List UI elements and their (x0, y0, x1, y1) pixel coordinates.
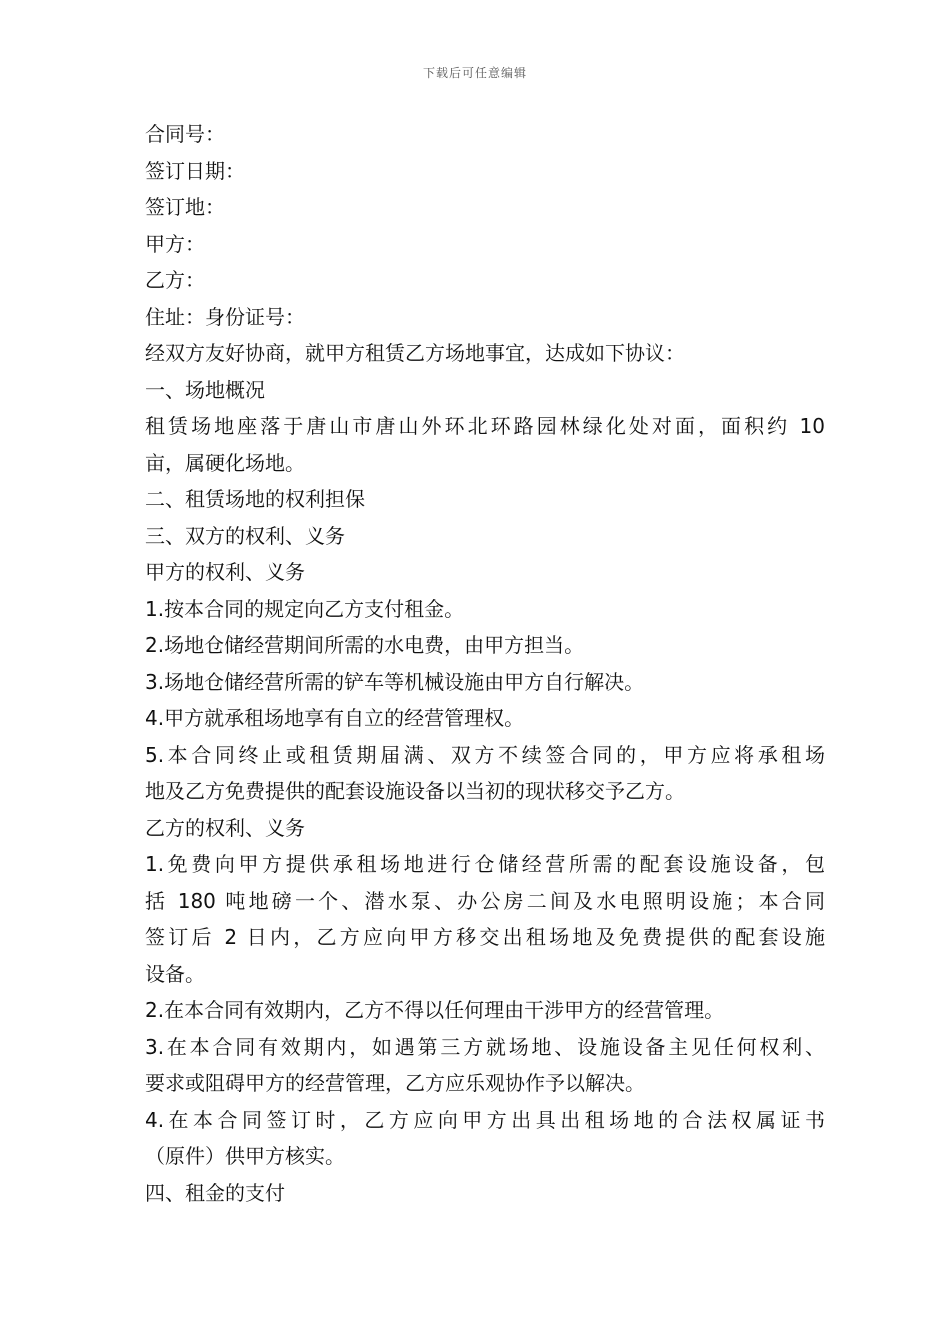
document-line: 乙方的权利、义务 (145, 815, 305, 840)
document-line: 4.在本合同签订时，乙方应向甲方出具出租场地的合法权属证书 (145, 1107, 825, 1132)
document-line: 甲方的权利、义务 (145, 560, 305, 584)
document-line: 要求或阻碍甲方的经营管理，乙方应乐观协作予以解决。 (145, 1071, 645, 1095)
document-line: 设备。 (145, 961, 205, 986)
document-line: 3.在本合同有效期内，如遇第三方就场地、设施设备主见任何权利、 (145, 1034, 825, 1059)
document-line: 签订日期： (145, 158, 245, 183)
document-line: 一、场地概况 (145, 377, 265, 402)
document-line: 合同号： (145, 122, 225, 146)
document-line: 2.场地仓储经营期间所需的水电费，由甲方担当。 (145, 633, 585, 657)
document-line: 签订地： (145, 195, 225, 219)
document-line: （原件）供甲方核实。 (145, 1144, 345, 1168)
document-line: 签订后 2 日内，乙方应向甲方移交出租场地及免费提供的配套设施 (145, 925, 825, 949)
document-line: 经双方友好协商，就甲方租赁乙方场地事宜，达成如下协议： (145, 341, 685, 365)
document-line: 5.本合同终止或租赁期届满、双方不续签合同的，甲方应将承租场 (145, 742, 825, 767)
document-line: 乙方： (145, 268, 205, 292)
document-body (145, 116, 825, 1211)
document-line: 租赁场地座落于唐山市唐山外环北环路园林绿化处对面，面积约 10 (145, 414, 825, 438)
document-line: 三、双方的权利、义务 (145, 523, 345, 548)
document-line: 3.场地仓储经营所需的铲车等机械设施由甲方自行解决。 (145, 669, 645, 694)
document-line: 2.在本合同有效期内，乙方不得以任何理由干涉甲方的经营管理。 (145, 998, 725, 1022)
document-line: 4.甲方就承租场地享有自立的经营管理权。 (145, 706, 525, 730)
document-line: 1.按本合同的规定向乙方支付租金。 (145, 596, 465, 621)
document-line: 1.免费向甲方提供承租场地进行仓储经营所需的配套设施设备，包 (145, 852, 825, 876)
document-line: 四、租金的支付 (145, 1180, 285, 1205)
document-line: 亩，属硬化场地。 (145, 450, 305, 475)
document-line: 甲方： (145, 231, 205, 256)
page-header: 下载后可任意编辑 (422, 66, 527, 80)
document-line: 住址：身份证号： (145, 304, 305, 329)
document-line: 地及乙方免费提供的配套设施设备以当初的现状移交予乙方。 (145, 779, 685, 803)
document-line: 二、租赁场地的权利担保 (145, 487, 365, 511)
document-line: 括 180 吨地磅一个、潜水泵、办公房二间及水电照明设施；本合同 (145, 888, 825, 913)
